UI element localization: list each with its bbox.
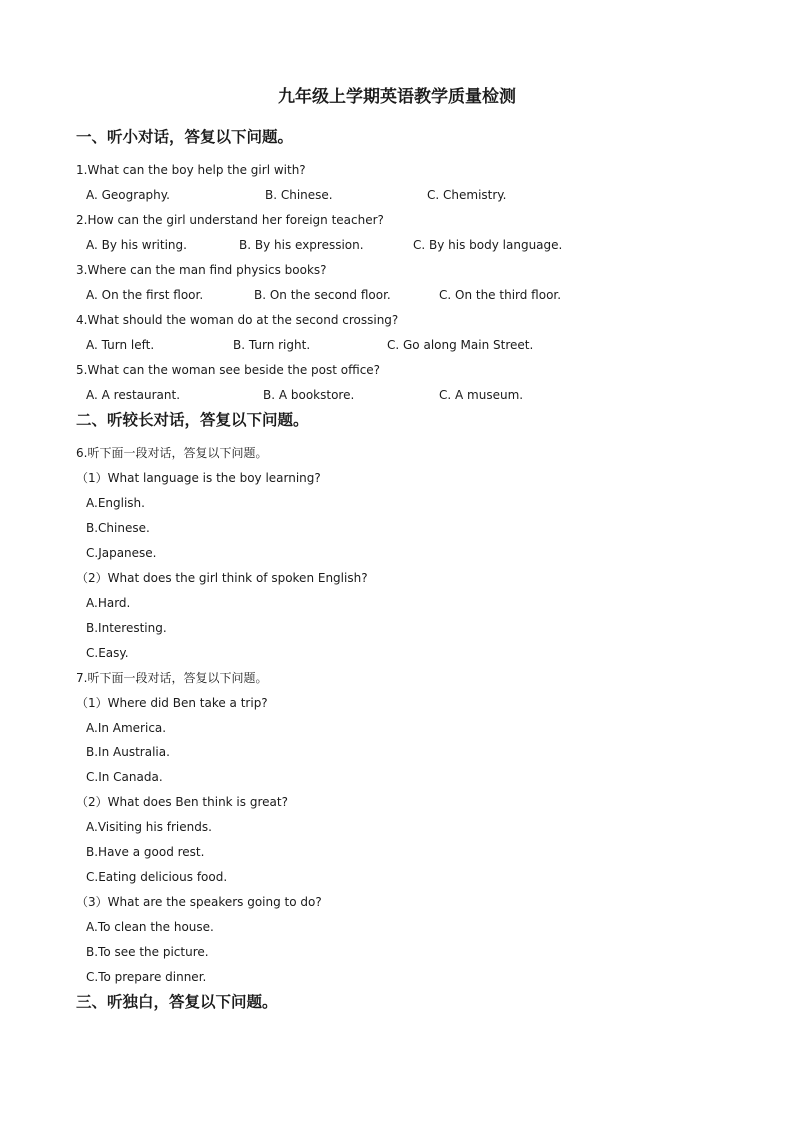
question-6-1: （1）What language is the boy learning? bbox=[76, 471, 321, 485]
question-5: 5.What can the woman see beside the post office? bbox=[76, 363, 381, 377]
section-heading-3: 三、听独白，答复以下问题。 bbox=[76, 993, 278, 1011]
option-7-3c: C.To prepare dinner. bbox=[86, 970, 207, 984]
option-5b: B. A bookstore. bbox=[263, 388, 355, 402]
option-3a: A. On the first floor. bbox=[86, 288, 204, 302]
option-4a: A. Turn left. bbox=[86, 338, 155, 352]
section-heading-2: 二、听较长对话，答复以下问题。 bbox=[76, 411, 309, 429]
options-row-1 bbox=[0, 187, 794, 203]
option-7-2b: B.Have a good rest. bbox=[86, 845, 205, 859]
options-row-4 bbox=[0, 337, 794, 353]
option-1c: C. Chemistry. bbox=[427, 188, 507, 202]
options-row-2 bbox=[0, 237, 794, 253]
option-7-2a: A.Visiting his friends. bbox=[86, 820, 212, 834]
question-7-intro: 7.听下面一段对话，答复以下问题。 bbox=[76, 671, 268, 685]
option-2b: B. By his expression. bbox=[239, 238, 364, 252]
question-6-2: （2）What does the girl think of spoken English? bbox=[76, 571, 368, 585]
option-3c: C. On the third floor. bbox=[439, 288, 562, 302]
section-heading-1: 一、听小对话，答复以下问题。 bbox=[76, 128, 294, 146]
option-7-3b: B.To see the picture. bbox=[86, 945, 209, 959]
question-2: 2.How can the girl understand her foreign teacher? bbox=[76, 213, 384, 227]
option-4b: B. Turn right. bbox=[233, 338, 311, 352]
option-1b: B. Chinese. bbox=[265, 188, 333, 202]
option-4c: C. Go along Main Street. bbox=[387, 338, 534, 352]
option-5a: A. A restaurant. bbox=[86, 388, 181, 402]
option-7-1c: C.In Canada. bbox=[86, 770, 163, 784]
option-1a: A. Geography. bbox=[86, 188, 170, 202]
option-6-1c: C.Japanese. bbox=[86, 546, 157, 560]
options-row-3 bbox=[0, 287, 794, 303]
option-6-1b: B.Chinese. bbox=[86, 521, 150, 535]
question-7-2: （2）What does Ben think is great? bbox=[76, 795, 288, 809]
option-3b: B. On the second floor. bbox=[254, 288, 391, 302]
option-6-1a: A.English. bbox=[86, 496, 145, 510]
option-7-1a: A.In America. bbox=[86, 721, 167, 735]
question-1: 1.What can the boy help the girl with? bbox=[76, 163, 306, 177]
question-7-3: （3）What are the speakers going to do? bbox=[76, 895, 322, 909]
option-6-2c: C.Easy. bbox=[86, 646, 129, 660]
option-7-2c: C.Eating delicious food. bbox=[86, 870, 228, 884]
option-7-1b: B.In Australia. bbox=[86, 745, 170, 759]
option-6-2b: B.Interesting. bbox=[86, 621, 167, 635]
question-3: 3.Where can the man find physics books? bbox=[76, 263, 327, 277]
option-6-2a: A.Hard. bbox=[86, 596, 131, 610]
option-5c: C. A museum. bbox=[439, 388, 524, 402]
question-7-1: （1）Where did Ben take a trip? bbox=[76, 696, 268, 710]
option-2c: C. By his body language. bbox=[413, 238, 563, 252]
page-title: 九年级上学期英语教学质量检测 bbox=[278, 87, 516, 107]
options-row-5 bbox=[0, 387, 794, 403]
question-6-intro: 6.听下面一段对话，答复以下问题。 bbox=[76, 446, 268, 460]
question-4: 4.What should the woman do at the second crossing? bbox=[76, 313, 399, 327]
option-2a: A. By his writing. bbox=[86, 238, 187, 252]
option-7-3a: A.To clean the house. bbox=[86, 920, 214, 934]
